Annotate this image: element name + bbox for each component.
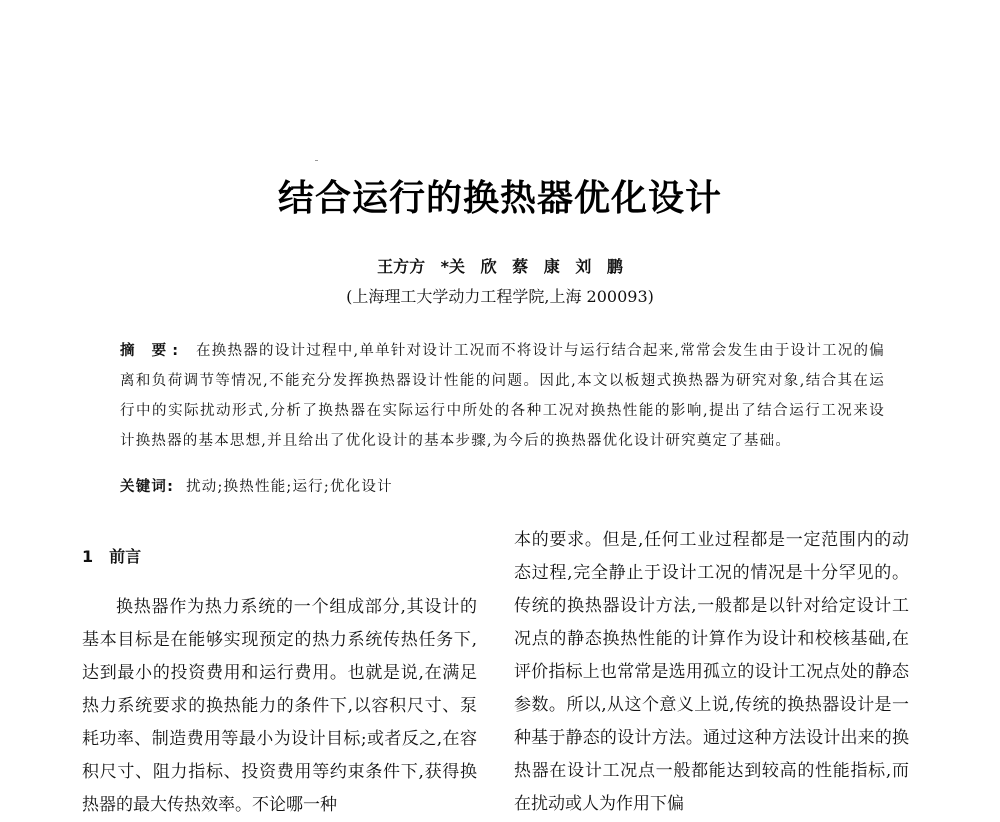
keywords-text: 扰动;换热性能;运行;优化设计 [186, 479, 393, 495]
keywords [120, 472, 885, 502]
body-paragraph-continued: 本的要求。但是,任何工业过程都是一定范围内的动态过程,完全静止于设计工况的情况是十分罕见的。传统的换热器设计方法,一般都是以针对给定设计工况点的静态换热性能的计算作为设计和校核基础,在评价指标上也常常是选用孤立的设计工况点处的静态参数。所以,从这个意义上说,传统的换热器设计是一种基于静态的设计方法。通过这种方法设计出来的换热器在设计工况点一般都能达到较高的性能指标,而在扰动或人为作用下偏 [514, 530, 909, 814]
author-list: 王方方 *关 欣 蔡 康 刘 鹏 [377, 257, 623, 276]
abstract-text: 在换热器的设计过程中,单单针对设计工况而不将设计与运行结合起来,常常会发生由于设计工况的偏离和负荷调节等情况,不能充分发挥换热器设计性能的问题。因此,本文以板翅式换热器为研究对象,结合其在运行中的实际扰动形式,分析了换热器在实际运行中所处的各种工况对换热性能的影响,提出了结合运行工况来设计换热器的基本思想,并且给出了优化设计的基本步骤,为今后的换热器优化设计研究奠定了基础。 [120, 343, 885, 449]
section-title: 前言 [109, 547, 142, 566]
left-column [82, 526, 477, 822]
right-column [514, 524, 909, 821]
body-paragraph: 换热器作为热力系统的一个组成部分,其设计的基本目标是在能够实现预定的热力系统传热任务下,达到最小的投资费用和运行费用。也就是说,在满足热力系统要求的换热能力的条件下,以容积尺寸、泵耗功率、制造费用等最小为设计目标;或者反之,在容积尺寸、阻力指标、投资费用等约束条件下,获得换热器的最大传热效率。不论哪一种 [82, 597, 477, 815]
section-number: 1 [82, 547, 94, 566]
paper-title: 结合运行的换热器优化设计 [277, 178, 722, 219]
scan-speck [315, 160, 318, 161]
affiliation: (上海理工大学动力工程学院,上海 200093) [346, 287, 654, 306]
abstract [120, 336, 885, 456]
section-heading [82, 540, 477, 573]
abstract-label: 摘 要: [120, 343, 184, 359]
keywords-label: 关键词: [120, 479, 175, 495]
